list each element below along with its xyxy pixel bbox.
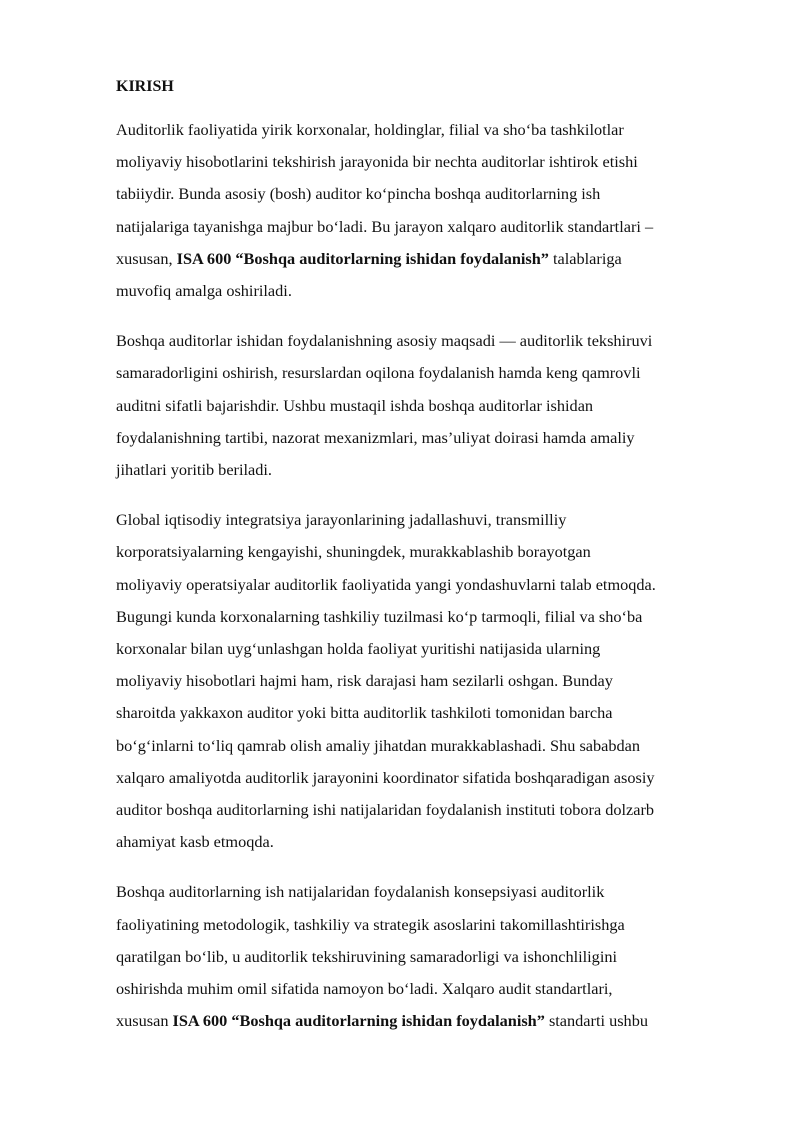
text-line: qaratilgan bo‘lib, u auditorlik tekshiruvining samaradorligi va ishonchliligini (116, 946, 618, 966)
standard-reference-bold: ISA 600 “Boshqa auditorlarning ishidan foydalanish” (172, 1011, 545, 1031)
text-line: Auditorlik faoliyatida yirik korxonalar, holdinglar, filial va sho‘ba tashkilotlar (116, 120, 624, 139)
text-run: talablariga (548, 248, 622, 268)
text-line: korxonalar bilan uyg‘unlashgan holda faoliyat yuritishi natijasida ularning (116, 639, 601, 659)
text-line: auditni sifatli bajarishdir. Ushbu mustaqil ishda boshqa auditorlar ishidan (116, 395, 594, 415)
document-page (116, 76, 742, 1055)
paragraph (116, 114, 742, 307)
text-line: korporatsiyalarning kengayishi, shuningdek, murakkablashib borayotgan (116, 542, 591, 562)
text-line: moliyaviy hisobotlarini tekshirish jarayonida bir nechta auditorlar ishtirok etishi (116, 152, 638, 172)
text-line: moliyaviy hisobotlari hajmi ham, risk darajasi ham sezilarli oshgan. Bunday (116, 671, 613, 691)
text-line: jihatlari yoritib beriladi. (116, 460, 272, 480)
text-line: moliyaviy operatsiyalar auditorlik faoliyatida yangi yondashuvlarni talab etmoqda. (116, 574, 656, 594)
text-line: oshirishda muhim omil sifatida namoyon bo‘ladi. Xalqaro audit standartlari, (116, 979, 613, 999)
text-line: foydalanishning tartibi, nazorat mexanizmlari, mas’uliyat doirasi hamda amaliy (116, 427, 635, 447)
text-line: xalqaro amaliyotda auditorlik jarayonini koordinator sifatida boshqaradigan asosiy (116, 767, 655, 787)
text-line: Boshqa auditorlarning ish natijalaridan foydalanish konsepsiyasi auditorlik (116, 882, 605, 902)
paragraph (116, 325, 742, 486)
standard-reference-bold: ISA 600 “Boshqa auditorlarning ishidan foydalanish” (176, 248, 549, 268)
text-line: tabiiydir. Bunda asosiy (bosh) auditor ko‘pincha boshqa auditorlarning ish (116, 184, 601, 204)
document-body (116, 114, 742, 1037)
text-line: Global iqtisodiy integratsiya jarayonlarining jadallashuvi, transmilliy (116, 510, 567, 530)
text-line: ahamiyat kasb etmoqda. (116, 832, 274, 852)
text-line: faoliyatining metodologik, tashkiliy va strategik asoslarini takomillashtirishga (116, 914, 625, 934)
text-line: natijalariga tayanishga majbur bo‘ladi. Bu jarayon xalqaro auditorlik standartlari – (116, 216, 654, 236)
text-line: samaradorligini oshirish, resurslardan oqilona foydalanish hamda keng qamrovli (116, 363, 641, 383)
paragraph (116, 504, 742, 858)
text-line: Bugungi kunda korxonalarning tashkiliy tuzilmasi ko‘p tarmoqli, filial va sho‘ba (116, 606, 643, 626)
text-line: auditor boshqa auditorlarning ishi natijalaridan foydalanish instituti tobora dolzarb (116, 800, 655, 820)
paragraph (116, 876, 742, 1037)
text-run: standarti ushbu (544, 1011, 648, 1031)
section-heading: KIRISH (116, 78, 174, 95)
text-line: sharoitda yakkaxon auditor yoki bitta auditorlik tashkiloti tomonidan barcha (116, 703, 613, 723)
text-run: xususan (116, 1011, 173, 1031)
text-line: bo‘g‘inlarni to‘liq qamrab olish amaliy jihatdan murakkablashadi. Shu sababdan (116, 735, 641, 755)
text-line: muvofiq amalga oshiriladi. (116, 281, 292, 301)
text-run: xususan, (116, 248, 177, 268)
text-line (116, 243, 742, 275)
text-line (116, 1005, 742, 1037)
text-line: Boshqa auditorlar ishidan foydalanishning asosiy maqsadi — auditorlik tekshiruvi (116, 331, 653, 351)
